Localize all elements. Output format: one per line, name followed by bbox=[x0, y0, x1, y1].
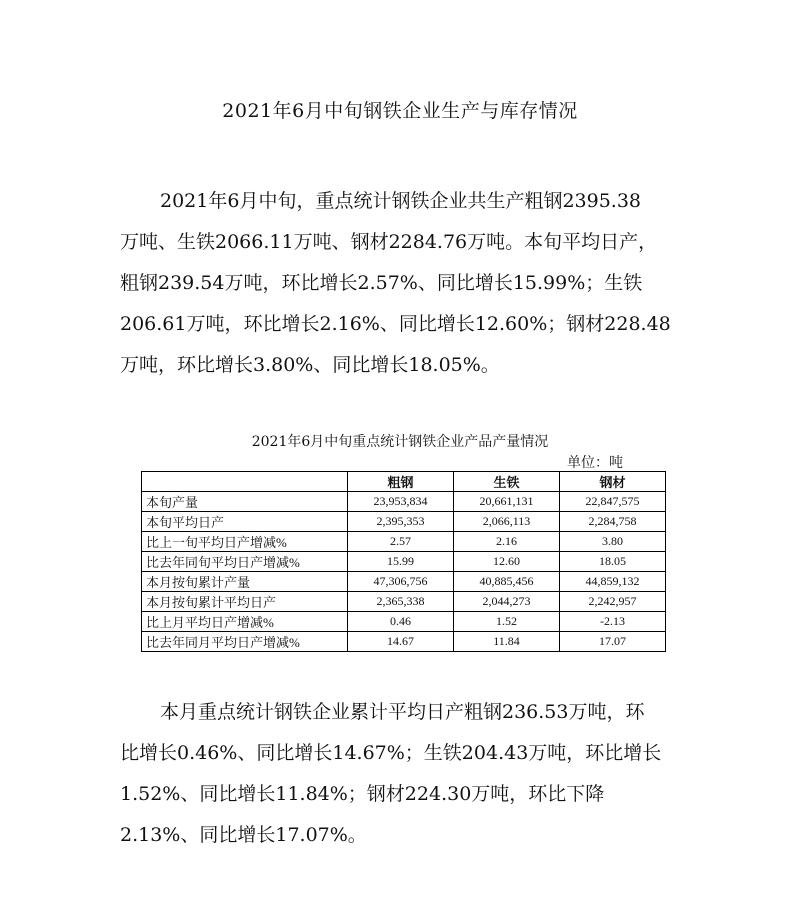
monthly-summary-paragraph bbox=[120, 692, 680, 856]
table-row bbox=[142, 632, 666, 652]
cell-value: 44,859,132 bbox=[560, 572, 666, 592]
table-row bbox=[142, 552, 666, 572]
cell-value: 47,306,756 bbox=[348, 572, 454, 592]
production-table bbox=[141, 471, 666, 652]
cell-value: 2,044,273 bbox=[454, 592, 560, 612]
row-label: 比去年同月平均日产增减% bbox=[142, 632, 348, 652]
row-label: 本旬产量 bbox=[142, 492, 348, 512]
cell-value: 2,395,353 bbox=[348, 512, 454, 532]
row-label: 本月按旬累计产量 bbox=[142, 572, 348, 592]
cell-value: 2.57 bbox=[348, 532, 454, 552]
cell-value: 22,847,575 bbox=[560, 492, 666, 512]
row-label: 比上一旬平均日产增减% bbox=[142, 532, 348, 552]
cell-value: 23,953,834 bbox=[348, 492, 454, 512]
cell-value: 3.80 bbox=[560, 532, 666, 552]
row-label: 比上月平均日产增减% bbox=[142, 612, 348, 632]
para1-line-4: 206.61万吨，环比增长2.16%、同比增长12.60%；钢材228.48 bbox=[120, 313, 671, 335]
table-row bbox=[142, 532, 666, 552]
cell-value: 2,284,758 bbox=[560, 512, 666, 532]
cell-value: 2,066,113 bbox=[454, 512, 560, 532]
cell-value: 17.07 bbox=[560, 632, 666, 652]
table-row bbox=[142, 612, 666, 632]
cell-value: 40,885,456 bbox=[454, 572, 560, 592]
table-header-row bbox=[142, 472, 666, 492]
table-unit: 单位：吨 bbox=[567, 455, 623, 471]
cell-value: 2,365,338 bbox=[348, 592, 454, 612]
para1-line-1: 2021年6月中旬，重点统计钢铁企业共生产粗钢2395.38 bbox=[160, 190, 642, 212]
cell-value: 20,661,131 bbox=[454, 492, 560, 512]
para1-line-3: 粗钢239.54万吨，环比增长2.57%、同比增长15.99%；生铁 bbox=[120, 272, 643, 294]
row-label: 比去年同旬平均日产增减% bbox=[142, 552, 348, 572]
table-row bbox=[142, 572, 666, 592]
para2-line-2: 比增长0.46%、同比增长14.67%；生铁204.43万吨，环比增长 bbox=[120, 742, 662, 764]
row-label: 本月按旬累计平均日产 bbox=[142, 592, 348, 612]
cell-value: 2.16 bbox=[454, 532, 560, 552]
row-label: 本旬平均日产 bbox=[142, 512, 348, 532]
cell-value: 1.52 bbox=[454, 612, 560, 632]
para1-line-5: 万吨，环比增长3.80%、同比增长18.05%。 bbox=[120, 354, 500, 376]
cell-value: 14.67 bbox=[348, 632, 454, 652]
para1-line-2: 万吨、生铁2066.11万吨、钢材2284.76万吨。本旬平均日产， bbox=[120, 231, 658, 253]
cell-value: -2.13 bbox=[560, 612, 666, 632]
cell-value: 2,242,957 bbox=[560, 592, 666, 612]
table-caption: 2021年6月中旬重点统计钢铁企业产品产量情况 bbox=[251, 434, 549, 450]
header-cell-empty bbox=[142, 472, 348, 492]
para2-line-3: 1.52%、同比增长11.84%；钢材224.30万吨，环比下降 bbox=[120, 783, 605, 805]
table-row bbox=[142, 492, 666, 512]
para2-line-4: 2.13%、同比增长17.07%。 bbox=[120, 824, 367, 846]
para2-line-1: 本月重点统计钢铁企业累计平均日产粗钢236.53万吨，环 bbox=[160, 701, 645, 723]
header-cell-pig-iron: 生铁 bbox=[454, 472, 560, 492]
header-cell-steel-products: 钢材 bbox=[560, 472, 666, 492]
table-row bbox=[142, 592, 666, 612]
cell-value: 11.84 bbox=[454, 632, 560, 652]
summary-paragraph bbox=[120, 181, 680, 386]
header-cell-crude-steel: 粗钢 bbox=[348, 472, 454, 492]
table-row bbox=[142, 512, 666, 532]
cell-value: 15.99 bbox=[348, 552, 454, 572]
cell-value: 12.60 bbox=[454, 552, 560, 572]
page-title: 2021年6月中旬钢铁企业生产与库存情况 bbox=[222, 100, 578, 122]
cell-value: 18.05 bbox=[560, 552, 666, 572]
cell-value: 0.46 bbox=[348, 612, 454, 632]
